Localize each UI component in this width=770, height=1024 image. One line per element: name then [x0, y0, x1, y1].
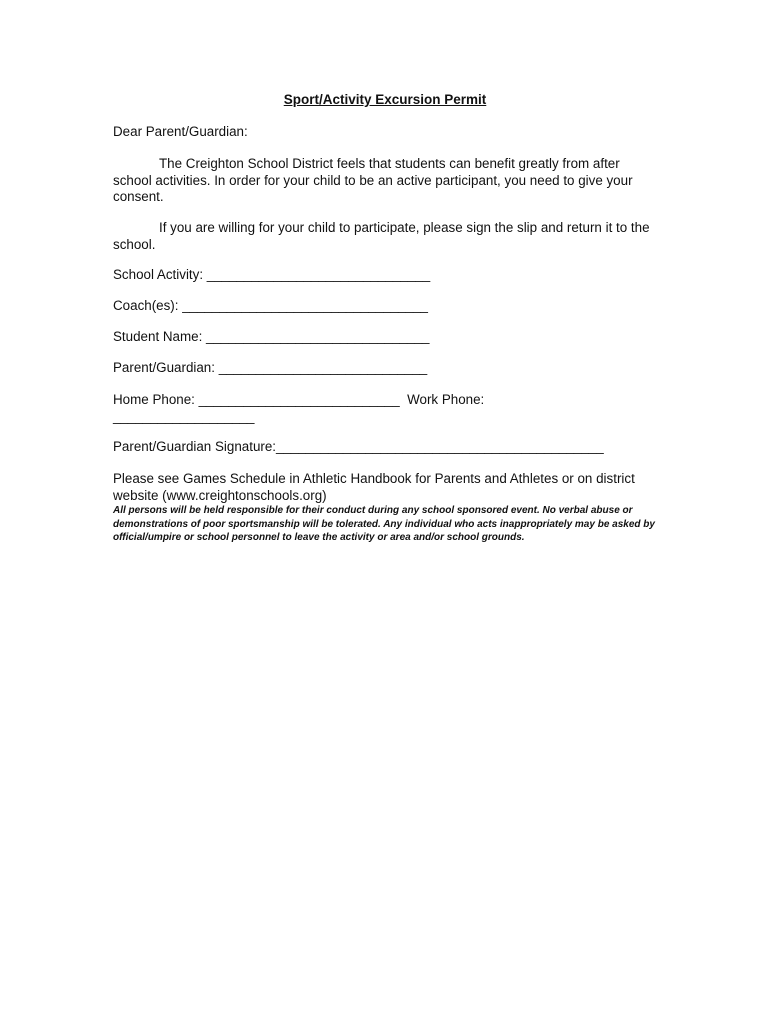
- schedule-note: Please see Games Schedule in Athletic Handbook for Parents and Athletes or on district website (www.creightonschools.org): [113, 471, 639, 503]
- intro-paragraph: The Creighton School District feels that students can benefit greatly from after school activities. In order for your child to be an active participant, you need to give your consent.: [113, 156, 637, 204]
- work-phone-line: ___________________: [113, 409, 255, 424]
- phone-fields: Home Phone: ___________________________ Work Phone:: [113, 392, 485, 407]
- document-title: Sport/Activity Excursion Permit: [283, 92, 487, 107]
- salutation: Dear Parent/Guardian:: [113, 124, 248, 139]
- school-activity-field: School Activity: ______________________________: [113, 267, 431, 282]
- signature-field: Parent/Guardian Signature:____________________________________________: [113, 439, 604, 454]
- conduct-disclaimer: All persons will be held responsible for their conduct during any school sponsored event. No verbal abuse or demonstrations of poor sportsmanship will be tolerated. Any individual who acts inappropriately may be asked by official/umpire or school personnel to leave the activity or area and/or school grounds.: [113, 505, 655, 544]
- instruction-paragraph: If you are willing for your child to participate, please sign the slip and return it to the school.: [113, 220, 654, 252]
- parent-guardian-field: Parent/Guardian: ____________________________: [113, 360, 428, 375]
- coaches-field: Coach(es): _________________________________: [113, 298, 428, 313]
- student-name-field: Student Name: ______________________________: [113, 329, 430, 344]
